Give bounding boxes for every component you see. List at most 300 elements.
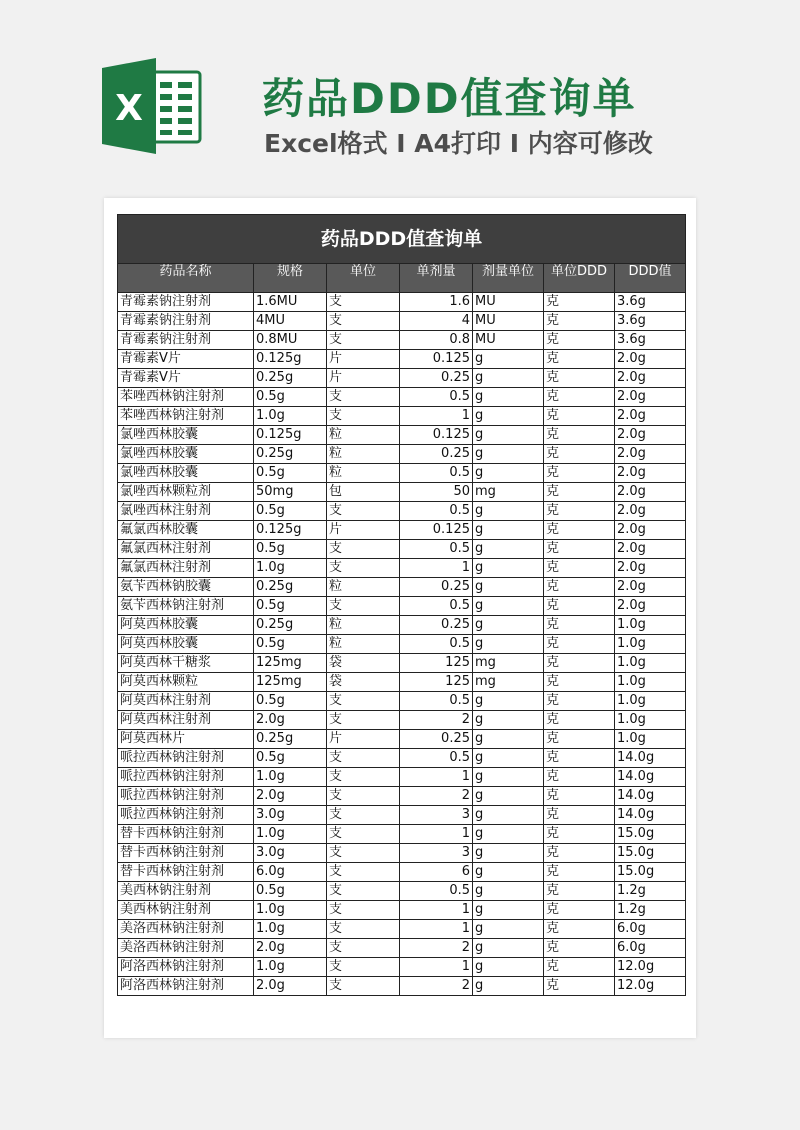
- drug-name-cell: 氟氯西林胶囊: [118, 521, 254, 540]
- spec-cell: 0.125g: [254, 521, 327, 540]
- ddd-value-cell: 1.0g: [615, 616, 686, 635]
- dose-unit-cell: mg: [473, 654, 544, 673]
- table-row: [118, 673, 686, 692]
- unit-cell: 支: [327, 901, 400, 920]
- dose-unit-cell: g: [473, 977, 544, 996]
- unit-cell: 支: [327, 331, 400, 350]
- ddd-unit-cell: 克: [544, 730, 615, 749]
- ddd-unit-cell: 克: [544, 559, 615, 578]
- spec-cell: 125mg: [254, 673, 327, 692]
- ddd-value-cell: 3.6g: [615, 312, 686, 331]
- ddd-value-cell: 2.0g: [615, 483, 686, 502]
- table-row: [118, 578, 686, 597]
- single-dose-cell: 1: [400, 958, 473, 977]
- ddd-value-cell: 2.0g: [615, 464, 686, 483]
- single-dose-cell: 0.125: [400, 426, 473, 445]
- spec-cell: 0.5g: [254, 388, 327, 407]
- single-dose-cell: 6: [400, 863, 473, 882]
- ddd-unit-cell: 克: [544, 939, 615, 958]
- table-row: [118, 293, 686, 312]
- spec-cell: 0.5g: [254, 502, 327, 521]
- drug-name-cell: 哌拉西林钠注射剂: [118, 787, 254, 806]
- ddd-unit-cell: 克: [544, 920, 615, 939]
- spec-cell: 0.125g: [254, 426, 327, 445]
- unit-cell: 支: [327, 293, 400, 312]
- drug-name-cell: 阿洛西林钠注射剂: [118, 977, 254, 996]
- ddd-unit-cell: 克: [544, 578, 615, 597]
- table-row: [118, 350, 686, 369]
- table-title: 药品DDD值查询单: [118, 215, 686, 264]
- single-dose-cell: 1.6: [400, 293, 473, 312]
- drug-name-cell: 阿莫西林胶囊: [118, 616, 254, 635]
- unit-cell: 支: [327, 502, 400, 521]
- unit-cell: 支: [327, 844, 400, 863]
- table-row: [118, 597, 686, 616]
- single-dose-cell: 0.25: [400, 445, 473, 464]
- drug-name-cell: 青霉素V片: [118, 350, 254, 369]
- unit-cell: 支: [327, 749, 400, 768]
- spec-cell: 2.0g: [254, 977, 327, 996]
- table-body: [118, 293, 686, 996]
- dose-unit-cell: g: [473, 844, 544, 863]
- ddd-value-cell: 1.2g: [615, 901, 686, 920]
- ddd-unit-cell: 克: [544, 768, 615, 787]
- ddd-unit-cell: 克: [544, 388, 615, 407]
- table-row: [118, 787, 686, 806]
- table-row: [118, 388, 686, 407]
- table-row: [118, 654, 686, 673]
- ddd-unit-cell: 克: [544, 844, 615, 863]
- unit-cell: 支: [327, 312, 400, 331]
- ddd-unit-cell: 克: [544, 882, 615, 901]
- ddd-unit-cell: 克: [544, 901, 615, 920]
- table-row: [118, 730, 686, 749]
- spec-cell: 0.25g: [254, 369, 327, 388]
- table-row: [118, 540, 686, 559]
- table-row: [118, 806, 686, 825]
- ddd-table: [117, 214, 686, 996]
- dose-unit-cell: g: [473, 882, 544, 901]
- drug-name-cell: 阿莫西林注射剂: [118, 692, 254, 711]
- single-dose-cell: 0.25: [400, 730, 473, 749]
- ddd-value-cell: 1.0g: [615, 654, 686, 673]
- ddd-unit-cell: 克: [544, 692, 615, 711]
- column-header: 单剂量: [400, 264, 473, 293]
- dose-unit-cell: g: [473, 692, 544, 711]
- spec-cell: 2.0g: [254, 939, 327, 958]
- spec-cell: 1.0g: [254, 407, 327, 426]
- dose-unit-cell: g: [473, 749, 544, 768]
- drug-name-cell: 阿莫西林颗粒: [118, 673, 254, 692]
- ddd-value-cell: 2.0g: [615, 559, 686, 578]
- ddd-value-cell: 1.0g: [615, 711, 686, 730]
- ddd-unit-cell: 克: [544, 711, 615, 730]
- dose-unit-cell: g: [473, 388, 544, 407]
- table-row: [118, 464, 686, 483]
- dose-unit-cell: g: [473, 806, 544, 825]
- single-dose-cell: 4: [400, 312, 473, 331]
- unit-cell: 支: [327, 711, 400, 730]
- ddd-value-cell: 2.0g: [615, 407, 686, 426]
- single-dose-cell: 2: [400, 939, 473, 958]
- dose-unit-cell: g: [473, 920, 544, 939]
- ddd-value-cell: 2.0g: [615, 540, 686, 559]
- ddd-value-cell: 1.0g: [615, 692, 686, 711]
- table-row: [118, 768, 686, 787]
- single-dose-cell: 0.25: [400, 616, 473, 635]
- ddd-value-cell: 14.0g: [615, 787, 686, 806]
- ddd-value-cell: 1.0g: [615, 730, 686, 749]
- drug-name-cell: 青霉素钠注射剂: [118, 293, 254, 312]
- table-row: [118, 407, 686, 426]
- ddd-unit-cell: 克: [544, 958, 615, 977]
- drug-name-cell: 美洛西林钠注射剂: [118, 920, 254, 939]
- dose-unit-cell: MU: [473, 293, 544, 312]
- dose-unit-cell: g: [473, 711, 544, 730]
- ddd-unit-cell: 克: [544, 635, 615, 654]
- table-row: [118, 483, 686, 502]
- single-dose-cell: 0.5: [400, 388, 473, 407]
- table-row: [118, 920, 686, 939]
- drug-name-cell: 阿洛西林钠注射剂: [118, 958, 254, 977]
- logo-letter: X: [115, 88, 143, 129]
- ddd-unit-cell: 克: [544, 749, 615, 768]
- dose-unit-cell: g: [473, 464, 544, 483]
- ddd-unit-cell: 克: [544, 977, 615, 996]
- dose-unit-cell: g: [473, 616, 544, 635]
- spec-cell: 0.5g: [254, 540, 327, 559]
- table-row: [118, 331, 686, 350]
- column-header: 单位DDD: [544, 264, 615, 293]
- spec-cell: 3.0g: [254, 844, 327, 863]
- drug-name-cell: 氨苄西林钠胶囊: [118, 578, 254, 597]
- dose-unit-cell: MU: [473, 312, 544, 331]
- dose-unit-cell: g: [473, 445, 544, 464]
- unit-cell: 粒: [327, 578, 400, 597]
- table-row: [118, 749, 686, 768]
- dose-unit-cell: g: [473, 407, 544, 426]
- ddd-unit-cell: 克: [544, 654, 615, 673]
- ddd-unit-cell: 克: [544, 616, 615, 635]
- ddd-value-cell: 1.0g: [615, 635, 686, 654]
- drug-name-cell: 哌拉西林钠注射剂: [118, 768, 254, 787]
- single-dose-cell: 2: [400, 711, 473, 730]
- single-dose-cell: 1: [400, 407, 473, 426]
- drug-name-cell: 哌拉西林钠注射剂: [118, 806, 254, 825]
- ddd-value-cell: 2.0g: [615, 350, 686, 369]
- ddd-value-cell: 1.0g: [615, 673, 686, 692]
- spec-cell: 1.0g: [254, 825, 327, 844]
- unit-cell: 片: [327, 350, 400, 369]
- table-row: [118, 901, 686, 920]
- spec-cell: 0.125g: [254, 350, 327, 369]
- ddd-unit-cell: 克: [544, 825, 615, 844]
- single-dose-cell: 1: [400, 920, 473, 939]
- drug-name-cell: 美西林钠注射剂: [118, 882, 254, 901]
- drug-name-cell: 氯唑西林颗粒剂: [118, 483, 254, 502]
- single-dose-cell: 2: [400, 787, 473, 806]
- unit-cell: 支: [327, 559, 400, 578]
- spec-cell: 2.0g: [254, 787, 327, 806]
- drug-name-cell: 阿莫西林片: [118, 730, 254, 749]
- table-header-row: [118, 264, 686, 293]
- ddd-unit-cell: 克: [544, 426, 615, 445]
- ddd-value-cell: 2.0g: [615, 521, 686, 540]
- ddd-value-cell: 12.0g: [615, 977, 686, 996]
- unit-cell: 支: [327, 939, 400, 958]
- drug-name-cell: 青霉素钠注射剂: [118, 312, 254, 331]
- drug-name-cell: 替卡西林钠注射剂: [118, 863, 254, 882]
- dose-unit-cell: mg: [473, 483, 544, 502]
- spec-cell: 1.0g: [254, 958, 327, 977]
- drug-name-cell: 氯唑西林注射剂: [118, 502, 254, 521]
- ddd-value-cell: 14.0g: [615, 806, 686, 825]
- ddd-unit-cell: 克: [544, 540, 615, 559]
- drug-name-cell: 美洛西林钠注射剂: [118, 939, 254, 958]
- spec-cell: 0.5g: [254, 464, 327, 483]
- spec-cell: 1.0g: [254, 901, 327, 920]
- unit-cell: 粒: [327, 616, 400, 635]
- table-row: [118, 616, 686, 635]
- drug-name-cell: 氯唑西林胶囊: [118, 445, 254, 464]
- single-dose-cell: 0.8: [400, 331, 473, 350]
- ddd-unit-cell: 克: [544, 350, 615, 369]
- dose-unit-cell: g: [473, 901, 544, 920]
- unit-cell: 支: [327, 692, 400, 711]
- ddd-unit-cell: 克: [544, 787, 615, 806]
- unit-cell: 支: [327, 806, 400, 825]
- single-dose-cell: 50: [400, 483, 473, 502]
- single-dose-cell: 0.5: [400, 597, 473, 616]
- dose-unit-cell: g: [473, 787, 544, 806]
- ddd-value-cell: 6.0g: [615, 920, 686, 939]
- page-title: 药品DDD值查询单: [262, 74, 637, 123]
- ddd-value-cell: 2.0g: [615, 597, 686, 616]
- unit-cell: 片: [327, 730, 400, 749]
- excel-logo-icon: [100, 58, 204, 154]
- dose-unit-cell: g: [473, 825, 544, 844]
- spec-cell: 0.5g: [254, 882, 327, 901]
- table-row: [118, 502, 686, 521]
- table-row: [118, 369, 686, 388]
- ddd-value-cell: 2.0g: [615, 388, 686, 407]
- unit-cell: 袋: [327, 673, 400, 692]
- ddd-value-cell: 3.6g: [615, 293, 686, 312]
- single-dose-cell: 1: [400, 559, 473, 578]
- single-dose-cell: 1: [400, 825, 473, 844]
- unit-cell: 支: [327, 958, 400, 977]
- single-dose-cell: 125: [400, 673, 473, 692]
- unit-cell: 支: [327, 597, 400, 616]
- drug-name-cell: 氟氯西林注射剂: [118, 559, 254, 578]
- spec-cell: 4MU: [254, 312, 327, 331]
- single-dose-cell: 0.125: [400, 521, 473, 540]
- table-row: [118, 521, 686, 540]
- dose-unit-cell: g: [473, 730, 544, 749]
- table-row: [118, 825, 686, 844]
- dose-unit-cell: MU: [473, 331, 544, 350]
- column-header: 规格: [254, 264, 327, 293]
- unit-cell: 支: [327, 407, 400, 426]
- drug-name-cell: 替卡西林钠注射剂: [118, 844, 254, 863]
- spec-cell: 1.0g: [254, 768, 327, 787]
- unit-cell: 支: [327, 825, 400, 844]
- unit-cell: 支: [327, 787, 400, 806]
- column-header: 药品名称: [118, 264, 254, 293]
- single-dose-cell: 3: [400, 844, 473, 863]
- spec-cell: 125mg: [254, 654, 327, 673]
- single-dose-cell: 0.5: [400, 692, 473, 711]
- drug-name-cell: 青霉素钠注射剂: [118, 331, 254, 350]
- drug-name-cell: 阿莫西林干糖浆: [118, 654, 254, 673]
- dose-unit-cell: g: [473, 426, 544, 445]
- unit-cell: 粒: [327, 464, 400, 483]
- spec-cell: 0.8MU: [254, 331, 327, 350]
- table-row: [118, 692, 686, 711]
- single-dose-cell: 0.5: [400, 502, 473, 521]
- drug-name-cell: 青霉素V片: [118, 369, 254, 388]
- table-row: [118, 958, 686, 977]
- unit-cell: 片: [327, 369, 400, 388]
- unit-cell: 支: [327, 768, 400, 787]
- drug-name-cell: 氟氯西林注射剂: [118, 540, 254, 559]
- ddd-value-cell: 2.0g: [615, 426, 686, 445]
- single-dose-cell: 0.5: [400, 882, 473, 901]
- column-header: 剂量单位: [473, 264, 544, 293]
- ddd-unit-cell: 克: [544, 483, 615, 502]
- drug-name-cell: 氯唑西林胶囊: [118, 464, 254, 483]
- ddd-value-cell: 15.0g: [615, 825, 686, 844]
- ddd-value-cell: 15.0g: [615, 863, 686, 882]
- ddd-value-cell: 14.0g: [615, 768, 686, 787]
- unit-cell: 支: [327, 540, 400, 559]
- unit-cell: 片: [327, 521, 400, 540]
- ddd-unit-cell: 克: [544, 445, 615, 464]
- spec-cell: 1.0g: [254, 559, 327, 578]
- spec-cell: 0.25g: [254, 578, 327, 597]
- page-subtitle: Excel格式 I A4打印 I 内容可修改: [264, 129, 653, 158]
- unit-cell: 袋: [327, 654, 400, 673]
- spec-cell: 0.25g: [254, 616, 327, 635]
- ddd-value-cell: 2.0g: [615, 502, 686, 521]
- spec-cell: 0.5g: [254, 635, 327, 654]
- drug-name-cell: 哌拉西林钠注射剂: [118, 749, 254, 768]
- single-dose-cell: 3: [400, 806, 473, 825]
- column-header: DDD值: [615, 264, 686, 293]
- dose-unit-cell: g: [473, 635, 544, 654]
- drug-name-cell: 阿莫西林胶囊: [118, 635, 254, 654]
- unit-cell: 支: [327, 882, 400, 901]
- dose-unit-cell: g: [473, 578, 544, 597]
- drug-name-cell: 氯唑西林胶囊: [118, 426, 254, 445]
- unit-cell: 支: [327, 977, 400, 996]
- ddd-value-cell: 1.2g: [615, 882, 686, 901]
- spec-cell: 3.0g: [254, 806, 327, 825]
- ddd-value-cell: 3.6g: [615, 331, 686, 350]
- drug-name-cell: 氨苄西林钠注射剂: [118, 597, 254, 616]
- column-header: 单位: [327, 264, 400, 293]
- table-row: [118, 939, 686, 958]
- single-dose-cell: 0.25: [400, 369, 473, 388]
- dose-unit-cell: g: [473, 502, 544, 521]
- single-dose-cell: 0.5: [400, 540, 473, 559]
- ddd-value-cell: 12.0g: [615, 958, 686, 977]
- table-row: [118, 559, 686, 578]
- spec-cell: 2.0g: [254, 711, 327, 730]
- drug-name-cell: 替卡西林钠注射剂: [118, 825, 254, 844]
- spec-cell: 6.0g: [254, 863, 327, 882]
- drug-name-cell: 美西林钠注射剂: [118, 901, 254, 920]
- single-dose-cell: 0.125: [400, 350, 473, 369]
- dose-unit-cell: g: [473, 559, 544, 578]
- single-dose-cell: 1: [400, 901, 473, 920]
- ddd-unit-cell: 克: [544, 597, 615, 616]
- single-dose-cell: 0.5: [400, 464, 473, 483]
- spec-cell: 0.25g: [254, 730, 327, 749]
- table-row: [118, 844, 686, 863]
- ddd-unit-cell: 克: [544, 521, 615, 540]
- ddd-unit-cell: 克: [544, 312, 615, 331]
- unit-cell: 支: [327, 920, 400, 939]
- ddd-unit-cell: 克: [544, 331, 615, 350]
- table-row: [118, 863, 686, 882]
- unit-cell: 支: [327, 863, 400, 882]
- dose-unit-cell: g: [473, 768, 544, 787]
- ddd-value-cell: 2.0g: [615, 578, 686, 597]
- ddd-unit-cell: 克: [544, 407, 615, 426]
- drug-name-cell: 苯唑西林钠注射剂: [118, 388, 254, 407]
- table-row: [118, 711, 686, 730]
- spec-cell: 0.5g: [254, 749, 327, 768]
- spec-cell: 50mg: [254, 483, 327, 502]
- table-row: [118, 977, 686, 996]
- dose-unit-cell: mg: [473, 673, 544, 692]
- unit-cell: 粒: [327, 445, 400, 464]
- dose-unit-cell: g: [473, 958, 544, 977]
- single-dose-cell: 0.25: [400, 578, 473, 597]
- single-dose-cell: 1: [400, 768, 473, 787]
- ddd-unit-cell: 克: [544, 806, 615, 825]
- ddd-value-cell: 2.0g: [615, 445, 686, 464]
- table-row: [118, 445, 686, 464]
- drug-name-cell: 苯唑西林钠注射剂: [118, 407, 254, 426]
- table-row: [118, 882, 686, 901]
- dose-unit-cell: g: [473, 521, 544, 540]
- dose-unit-cell: g: [473, 350, 544, 369]
- unit-cell: 支: [327, 388, 400, 407]
- drug-name-cell: 阿莫西林注射剂: [118, 711, 254, 730]
- single-dose-cell: 0.5: [400, 635, 473, 654]
- ddd-value-cell: 14.0g: [615, 749, 686, 768]
- ddd-unit-cell: 克: [544, 293, 615, 312]
- table-row: [118, 426, 686, 445]
- single-dose-cell: 0.5: [400, 749, 473, 768]
- spec-cell: 0.25g: [254, 445, 327, 464]
- spec-cell: 0.5g: [254, 692, 327, 711]
- ddd-value-cell: 2.0g: [615, 369, 686, 388]
- ddd-unit-cell: 克: [544, 369, 615, 388]
- spec-cell: 0.5g: [254, 597, 327, 616]
- ddd-value-cell: 6.0g: [615, 939, 686, 958]
- dose-unit-cell: g: [473, 369, 544, 388]
- spec-cell: 1.0g: [254, 920, 327, 939]
- dose-unit-cell: g: [473, 939, 544, 958]
- table-row: [118, 635, 686, 654]
- unit-cell: 粒: [327, 635, 400, 654]
- spec-cell: 1.6MU: [254, 293, 327, 312]
- ddd-value-cell: 15.0g: [615, 844, 686, 863]
- dose-unit-cell: g: [473, 597, 544, 616]
